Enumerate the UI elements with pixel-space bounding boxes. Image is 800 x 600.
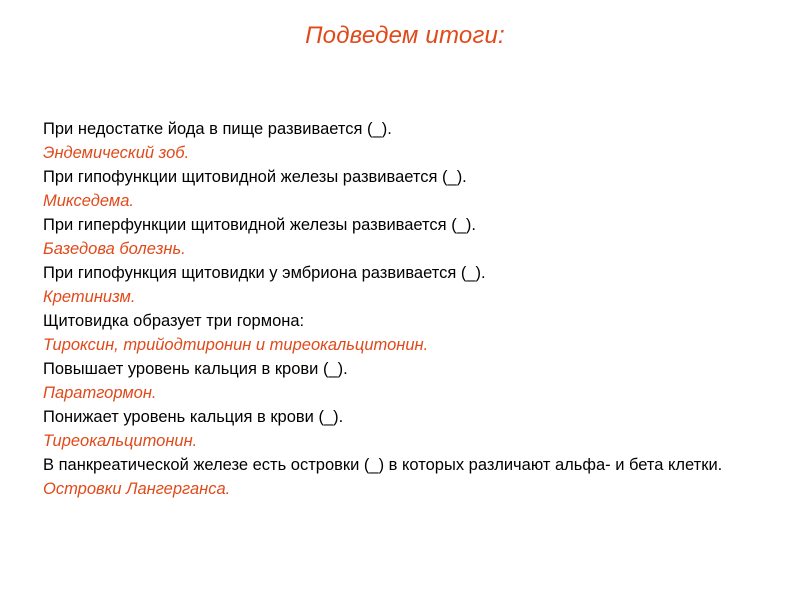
- answer-line: Эндемический зоб.: [43, 144, 190, 162]
- answer-line: Островки Лангерганса.: [43, 480, 231, 498]
- slide-title: Подведем итоги:: [305, 22, 505, 49]
- summary-list: [43, 117, 768, 501]
- answer-line: Базедова болезнь.: [43, 240, 186, 258]
- question-line: Щитовидка образует три гормона:: [43, 312, 305, 330]
- question-line: Повышает уровень кальция в крови (_).: [43, 360, 348, 378]
- question-line: При гиперфункции щитовидной железы развивается (_).: [43, 216, 476, 234]
- question-line: Понижает уровень кальция в крови (_).: [43, 408, 344, 426]
- answer-line: Микседема.: [43, 192, 134, 210]
- answer-line: Кретинизм.: [43, 288, 136, 306]
- answer-line: Тироксин, трийодтиронин и тиреокальцитонин.: [43, 336, 429, 354]
- question-line: При гипофункции щитовидной железы развивается (_).: [43, 168, 467, 186]
- answer-line: Тиреокальцитонин.: [43, 432, 198, 450]
- question-line: При недостатке йода в пище развивается (_).: [43, 120, 392, 138]
- question-line: В панкреатической железе есть островки (_) в которых различают альфа- и бета клетки.: [43, 456, 723, 474]
- question-line: При гипофункция щитовидки у эмбриона развивается (_).: [43, 264, 486, 282]
- answer-line: Паратгормон.: [43, 384, 157, 402]
